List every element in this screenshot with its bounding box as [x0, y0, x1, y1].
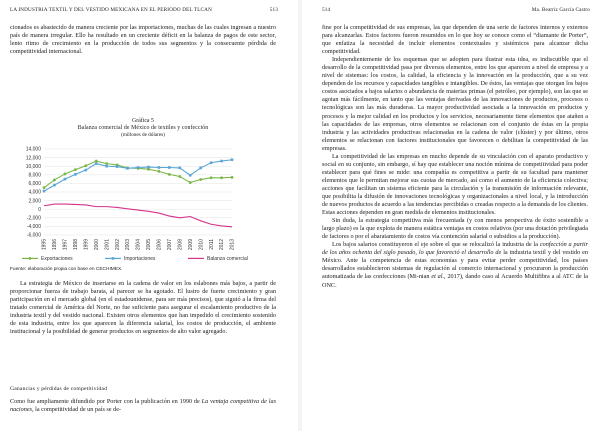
x-tick-label: 1999	[83, 239, 90, 251]
y-tick-label: 6,000	[28, 181, 41, 188]
text-run: la industria textil y del vestido en México. Ante la competencia de estas economías y para evitar perder competitividad, los países desarrollados establecieron sistemas de regulación al comercio internacional y procuraron la producción automatizada de las confecciones (Mi-nian	[322, 249, 588, 281]
data-point	[178, 167, 181, 170]
text-run: , 2017), dando caso al Acuerdo Multifibra a al ATC de la ONC.	[322, 273, 588, 289]
x-tick-label: 1996	[52, 239, 59, 251]
data-point	[168, 173, 171, 176]
trade-balance-chart	[10, 145, 276, 263]
data-point	[64, 178, 67, 181]
series-line-1	[44, 160, 232, 191]
y-tick-label: 4,000	[28, 189, 41, 196]
page-number: 513	[269, 7, 278, 13]
x-tick-label: 2012	[219, 239, 226, 251]
data-point	[84, 169, 87, 172]
section-heading: Ganancias y pérdidas de competitividad	[10, 386, 108, 392]
data-point	[53, 184, 56, 187]
right-running-head	[322, 7, 590, 16]
data-point	[105, 162, 108, 165]
legend-label: Exportaciones	[41, 256, 73, 262]
legend-marker	[29, 257, 32, 260]
x-tick-label: 2002	[114, 239, 121, 251]
x-tick-label: 2010	[198, 239, 205, 251]
y-tick-label: -4,000	[26, 224, 41, 231]
data-point	[126, 167, 129, 170]
x-tick-label: 2006	[156, 239, 163, 251]
data-point	[63, 173, 66, 176]
x-tick-label: 1997	[62, 239, 69, 251]
data-point	[157, 170, 160, 173]
running-title: LA INDUSTRIA TEXTIL Y DEL VESTIDO MEXICANA EN EL PERIODO DEL TLCAN	[10, 7, 212, 13]
x-tick-label: 2004	[135, 239, 142, 251]
data-point	[220, 160, 223, 163]
right-text-block	[322, 24, 588, 290]
data-point	[137, 166, 140, 169]
x-tick-label: 2011	[208, 239, 215, 250]
data-point	[43, 190, 46, 193]
paragraph: La estrategia de México de insertarse en la cadena de valor en los eslabones más bajos, a partir de proporcionar fuerza de trabajo barata, al parecer se ha agotado. El lustro de fuerte crecimiento y gran participación en el mercado global (en el estadounidense, para ser más precisos), que siguió a la firma del tratado comercial de América del Norte, no fue suficiente para asegurar el escalamiento productivo de la industria textil y del vestido nacional. Existen otros elementos que han impedido el crecimiento sostenido de esta industria, entre los que aparecen la diferencia salarial, los costos de producción, el ambiente institucional y la posibilidad de generar productos en segmentos de alto valor agregado.	[10, 280, 276, 336]
y-tick-label: 0	[38, 206, 41, 213]
x-tick-label: 2009	[187, 239, 194, 251]
emphasis: et al.	[431, 273, 445, 281]
left-running-head	[10, 7, 278, 16]
second-paragraph-block	[10, 280, 276, 336]
figure-caption: Balanza comercial de México de textiles y confección	[77, 125, 209, 132]
data-point	[53, 179, 56, 182]
x-tick-label: 2001	[104, 239, 111, 251]
right-page	[312, 0, 600, 431]
y-tick-label: 2,000	[28, 198, 41, 205]
book-title: La ventaja competitiva de las naciones	[10, 398, 276, 414]
data-point	[231, 158, 234, 161]
running-title: Ma. Beatriz García Castro	[531, 7, 590, 13]
data-point	[231, 176, 234, 179]
y-tick-label: -6,000	[26, 232, 41, 239]
figure-source: Fuente: elaboración propia con base en CECHIMEX.	[10, 267, 123, 272]
paragraph	[322, 241, 588, 289]
data-point	[210, 161, 213, 164]
data-point	[116, 165, 119, 168]
left-page	[0, 0, 288, 431]
series-line-2	[44, 204, 232, 227]
data-point	[189, 174, 192, 177]
top-paragraph-block	[10, 24, 276, 56]
text-run: , la competitividad de un país se de-	[32, 406, 122, 414]
data-point	[178, 175, 181, 178]
data-point	[147, 166, 150, 169]
data-point	[220, 176, 223, 179]
data-point	[74, 173, 77, 176]
figure-title	[10, 118, 276, 140]
x-tick-label: 2008	[177, 239, 184, 251]
paragraph: La competitividad de las empresas en mucho depende de su vinculación con el aparato productivo y social en su conjunto, sin embargo, sí hay que establecer una noción mínima de competitividad para poder establecer para qué fines se mide: una compañía es competitiva a partir de su facultad para mantener elementos que le permitan mejorar sus cuotas de mercado, así como el aumento de la eficiencia colectiva; acciones que facilitan un sistema eficiente para la circulación y la transmisión de información relevante, que posibilita la difusión de innovaciones tecnológicas y organizacionales a nivel local, y la introducción de nuevos productos de acuerdo a las tendencias percibidas o creadas respecto a la demanda de los clientes. Estas acciones dependen en gran medida de elementos institucionales.	[322, 152, 588, 217]
legend-label: Importaciones	[124, 256, 156, 262]
data-point	[189, 181, 192, 184]
legend-marker	[112, 257, 115, 260]
legend-label: Balanza comercial	[207, 256, 248, 262]
book-gutter	[298, 0, 302, 431]
x-tick-label: 2007	[167, 239, 174, 251]
data-point	[158, 166, 161, 169]
data-point	[74, 168, 77, 171]
figure-label: Gráfica 5	[132, 118, 154, 124]
x-tick-label: 2005	[146, 239, 153, 251]
data-point	[210, 176, 213, 179]
series-line-0	[44, 161, 232, 188]
x-tick-label: 1998	[73, 239, 80, 251]
y-tick-label: 10,000	[25, 163, 41, 170]
page-number: 514	[322, 7, 331, 13]
data-point	[105, 165, 108, 168]
chart-svg	[10, 145, 276, 263]
data-point	[199, 178, 202, 181]
x-tick-label: 2000	[93, 239, 100, 251]
figure-units: (millones de dólares)	[121, 132, 165, 139]
data-point	[95, 160, 98, 163]
x-tick-label: 2003	[125, 239, 132, 251]
data-point	[199, 167, 202, 170]
paragraph: Sin duda, la estrategia competitiva más frecuentada (y con menos perspectiva de éxito sostenible a largo plazo) es la que explota de manera estática ventajas en costos relativos (por una dotación privilegiada de factores o por el abaratamiento de costos vía contención salarial o subsidios a la producción).	[322, 217, 588, 241]
y-tick-label: 12,000	[25, 155, 41, 162]
data-point	[95, 162, 98, 165]
y-tick-label: 14,000	[25, 146, 41, 153]
y-tick-label: 8,000	[28, 172, 41, 179]
text-run: Los bajos salarios constituyeron el eje sobre el que se relocalizó la industria de la	[332, 241, 540, 249]
third-paragraph-block	[10, 398, 276, 414]
data-point	[43, 186, 46, 189]
paragraph	[10, 398, 276, 414]
emphasis: confección a partir de los años ochenta del siglo pasado, lo que favoreció el desarrollo de	[322, 241, 588, 257]
data-point	[168, 166, 171, 169]
x-tick-label: 2013	[229, 239, 236, 251]
y-tick-label: -2,000	[26, 215, 41, 222]
x-tick-label: 1995	[41, 239, 48, 251]
data-point	[84, 164, 87, 167]
paragraph: Independientemente de los esquemas que se adopten para ilustrar esta idea, es indiscutible que el desarrollo de la competitividad pasa por diversos elementos, entre los que aparecen a nivel de empresa y a nivel de sistemas: los costos, la calidad, la eficiencia y la innovación en la producción, que a su vez dependen de los recursos y capacidades tangibles e intangibles. De éstos, las ventajas que otorgan los bajos costos asociados a bajos salarios o abundancia de materias primas (el petróleo, por ejemplo), son las que se agotan más fácilmente, en tanto que las ventajas derivadas de las innovaciones de productos, procesos o tecnológicas son las más duraderas. La mayor productividad asociada a la innovación en productos y procesos y la mejor calidad en los productos y los servicios, necesariamente tiene elementos que atañen a las capacidades de las empresas, otros elementos se relacionan con el conjunto de éstas en la propia industria y las actividades productivas relacionadas en la cadena de valor (clúster) y por último, otros elementos se relacionan con factores institucionales que favorecen o debilitan la competitividad de las empresas.	[322, 56, 588, 152]
text-run: Como fue ampliamente difundido por Porter con la publicación en 1990 de	[10, 398, 202, 405]
paragraph: cionados es abastecido de manera creciente por las importaciones, muchas de las cuales ingresan a nuestro país de manera irregular. Ello ha resultado en un creciente déficit en la balanza de pagos de este sector, lento ritmo de crecimiento en la producción de todos sus segmentos y la consecuente pérdida de competitividad internacional.	[10, 24, 276, 56]
paragraph: fine por la competitividad de sus empresas, las que dependen de una serie de factores internos y externos para alcanzarlas. Estos factores fueron resumidos en lo que hoy se conoce como el “diamante de Porter”, que enfatiza la necesidad de incluir elementos contextuales y sistémicos para alcanzar dicha competitividad.	[322, 24, 588, 56]
